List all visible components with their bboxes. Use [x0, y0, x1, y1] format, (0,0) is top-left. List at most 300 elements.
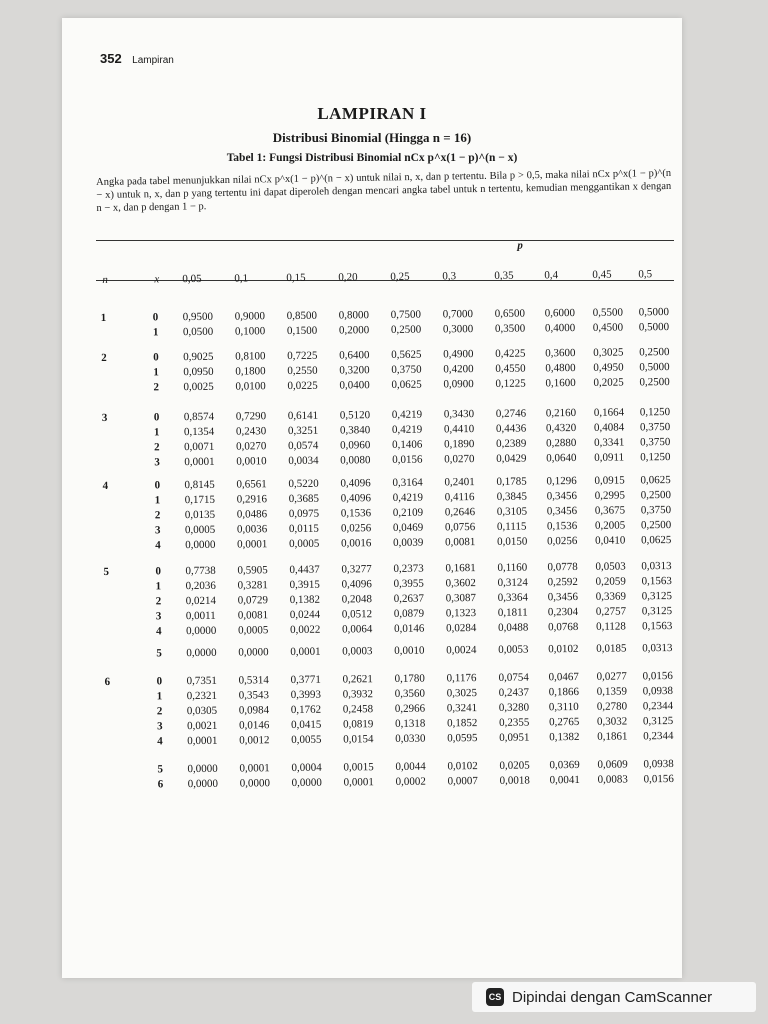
- cell-value: 0,0002: [395, 775, 426, 788]
- cell-value: 0,0486: [236, 508, 268, 521]
- cell-value: 0,3280: [498, 701, 530, 714]
- cell-value: 0,2160: [545, 407, 577, 420]
- cell-value: 0,0960: [340, 439, 371, 452]
- cell-value: 0,2500: [640, 489, 671, 502]
- cell-x: 2: [154, 441, 160, 454]
- cell-value: 0,0115: [288, 522, 319, 536]
- column-header-p: 0,35: [494, 269, 514, 282]
- cell-x: 3: [155, 610, 162, 623]
- cell-value: 0,0001: [237, 538, 268, 551]
- cell-value: 0,7500: [390, 308, 422, 321]
- cell-value: 0,0512: [341, 608, 373, 621]
- cell-value: 0,4900: [443, 348, 474, 361]
- cell-value: 0,9000: [234, 310, 266, 323]
- cell-value: 0,4950: [593, 361, 624, 374]
- cell-value: 0,3602: [445, 577, 476, 590]
- cell-value: 0,1382: [549, 730, 580, 744]
- cell-value: 0,0000: [239, 777, 270, 790]
- cell-value: 0,0330: [395, 732, 426, 745]
- cell-value: 0,3105: [496, 505, 528, 518]
- cell-value: 0,7738: [185, 564, 216, 578]
- cell-x: 3: [154, 524, 161, 537]
- cell-value: 0,4800: [545, 362, 576, 375]
- cell-value: 0,8574: [183, 410, 215, 424]
- cell-value: 0,0071: [184, 440, 215, 454]
- cell-n: 6: [104, 675, 111, 688]
- cell-value: 0,1115: [496, 520, 527, 533]
- cell-value: 0,3456: [546, 504, 578, 518]
- column-header-p: 0,25: [390, 270, 410, 283]
- cell-value: 0,3456: [547, 590, 579, 604]
- cell-value: 0,3251: [287, 424, 319, 438]
- cell-value: 0,3750: [640, 504, 672, 517]
- cell-value: 0,4096: [340, 477, 371, 490]
- cell-value: 0,0081: [445, 536, 476, 549]
- cell-value: 0,3675: [594, 504, 626, 517]
- cell-value: 0,2344: [643, 730, 674, 743]
- cell-value: 0,1359: [596, 685, 628, 698]
- cell-value: 0,0625: [391, 378, 422, 391]
- cell-value: 0,3164: [392, 476, 423, 489]
- cell-x: 2: [153, 381, 160, 394]
- column-header-p: 0,3: [442, 270, 457, 283]
- cell-value: 0,3125: [641, 590, 673, 603]
- cell-value: 0,1780: [394, 672, 425, 685]
- cell-value: 0,0778: [547, 560, 578, 574]
- cell-value: 0,5905: [237, 564, 268, 577]
- cell-value: 0,3500: [494, 322, 526, 335]
- cell-value: 0,0609: [597, 758, 628, 771]
- cell-value: 0,2059: [595, 575, 626, 588]
- cell-value: 0,4550: [495, 362, 526, 375]
- cell-value: 0,3125: [641, 605, 673, 618]
- cell-value: 0,0185: [596, 642, 627, 655]
- cell-value: 0,4219: [392, 491, 423, 504]
- cell-value: 0,1563: [641, 620, 673, 633]
- cell-value: 0,3456: [546, 489, 577, 503]
- cell-value: 0,0005: [184, 523, 216, 537]
- cell-value: 0,1160: [497, 561, 528, 574]
- column-header-p: 0,4: [544, 269, 559, 282]
- cell-x: 6: [157, 778, 164, 791]
- cell-value: 0,0001: [343, 776, 374, 789]
- cell-value: 0,1536: [546, 519, 578, 533]
- column-header-p: 0,20: [338, 271, 358, 284]
- cell-value: 0,3364: [497, 591, 529, 604]
- cell-value: 0,3369: [595, 590, 627, 603]
- cell-value: 0,1176: [446, 672, 477, 685]
- cell-value: 0,3845: [496, 490, 527, 503]
- cell-value: 0,0313: [642, 642, 673, 655]
- cell-value: 0,7225: [287, 349, 318, 363]
- cell-value: 0,0003: [342, 645, 373, 658]
- cell-value: 0,2757: [595, 605, 627, 618]
- cell-value: 0,2500: [640, 519, 672, 532]
- cell-value: 0,3560: [394, 687, 426, 700]
- cell-value: 0,0081: [237, 609, 269, 622]
- table-group: [101, 560, 682, 641]
- cell-value: 0,0001: [184, 455, 215, 469]
- cell-value: 0,0064: [341, 623, 373, 636]
- appendix-subtitle: Distribusi Binomial (Hingga n = 16): [272, 130, 472, 145]
- cell-value: 0,0756: [444, 521, 476, 534]
- table-group: [100, 406, 681, 472]
- cell-value: 0,6000: [544, 307, 576, 320]
- cell-value: 0,1852: [446, 717, 478, 730]
- cell-x: 0: [152, 311, 159, 324]
- cell-value: 0,7000: [442, 308, 474, 321]
- cell-value: 0,2000: [338, 324, 370, 337]
- cell-value: 0,0950: [183, 365, 214, 379]
- cell-value: 0,0915: [594, 474, 625, 487]
- table-group: [99, 346, 679, 397]
- cell-value: 0,2592: [547, 575, 578, 589]
- cell-value: 0,0007: [447, 775, 478, 788]
- cell-value: 0,3110: [548, 700, 579, 714]
- cell-value: 0,0938: [643, 757, 674, 771]
- cell-value: 0,4500: [592, 321, 624, 334]
- cell-value: 0,0000: [186, 646, 217, 660]
- cell-value: 0,0005: [289, 537, 320, 551]
- cell-value: 0,2500: [639, 376, 670, 389]
- cell-value: 0,2765: [548, 715, 580, 729]
- table-group: [102, 642, 682, 663]
- cell-value: 0,0256: [547, 534, 578, 548]
- cell-value: 0,0574: [288, 439, 319, 453]
- cell-value: 0,1382: [289, 593, 321, 607]
- cell-value: 0,1762: [290, 703, 322, 717]
- cell-value: 0,2995: [594, 489, 625, 502]
- cell-value: 0,0270: [444, 453, 475, 466]
- cell-x: 4: [157, 735, 163, 748]
- cell-value: 0,0284: [445, 622, 477, 635]
- cell-x: 5: [156, 647, 162, 660]
- cell-value: 0,3750: [639, 421, 671, 434]
- cell-value: 0,0429: [496, 452, 527, 465]
- cell-value: 0,4096: [340, 492, 371, 505]
- cell-value: 0,2966: [394, 702, 426, 715]
- page-header: [100, 50, 174, 68]
- cell-value: 0,2916: [236, 493, 267, 506]
- cell-value: 0,2458: [342, 703, 374, 716]
- cell-x: 1: [154, 494, 161, 507]
- cell-value: 0,1500: [286, 324, 318, 338]
- cell-value: 0,3200: [339, 364, 370, 377]
- cell-value: 0,0000: [238, 646, 269, 659]
- cell-value: 0,0034: [288, 454, 319, 468]
- cell-value: 0,3750: [391, 363, 422, 376]
- cell-value: 0,5120: [339, 409, 371, 422]
- cell-value: 0,0025: [183, 380, 214, 394]
- table-caption: Tabel 1: Fungsi Distribusi Binomial nCx p^x(1 − p)^(n − x): [226, 152, 518, 164]
- cell-value: 0,3932: [342, 688, 374, 701]
- cell-value: 0,1128: [595, 620, 626, 633]
- cell-value: 0,0400: [339, 379, 370, 392]
- cell-value: 0,2048: [341, 593, 373, 606]
- table-group: [103, 670, 684, 751]
- cell-value: 0,4437: [289, 563, 320, 577]
- cell-value: 0,0819: [342, 718, 374, 731]
- cell-value: 0,0975: [288, 507, 320, 521]
- cell-value: 0,0041: [549, 773, 580, 787]
- cell-value: 0,2373: [393, 562, 424, 575]
- column-header-x: x: [154, 273, 160, 286]
- cell-value: 0,2646: [444, 506, 476, 519]
- cell-value: 0,0595: [447, 732, 478, 745]
- cell-value: 0,0135: [184, 508, 216, 522]
- cell-x: 4: [155, 625, 162, 638]
- cell-value: 0,0625: [641, 534, 672, 547]
- cell-x: 0: [154, 479, 161, 492]
- cell-value: 0,0044: [395, 760, 426, 773]
- cell-value: 0,2550: [287, 364, 318, 378]
- cell-value: 0,4320: [545, 422, 577, 435]
- cell-value: 0,2637: [393, 592, 425, 605]
- cell-value: 0,0012: [239, 734, 270, 747]
- cell-value: 0,0305: [186, 704, 218, 718]
- cell-value: 0,3771: [290, 673, 321, 687]
- cell-value: 0,1000: [234, 325, 266, 338]
- cell-value: 0,5625: [391, 348, 422, 361]
- cell-value: 0,3241: [446, 702, 478, 715]
- cell-value: 0,0021: [186, 719, 218, 733]
- cell-value: 0,2025: [593, 376, 624, 389]
- table-header-row: [98, 268, 678, 292]
- cell-value: 0,0214: [185, 594, 217, 608]
- cell-value: 0,6561: [236, 478, 267, 491]
- cell-value: 0,0369: [549, 758, 580, 772]
- cell-value: 0,1866: [548, 685, 580, 699]
- cell-value: 0,0015: [343, 761, 374, 774]
- cell-value: 0,1536: [340, 507, 372, 520]
- cell-value: 0,0640: [546, 452, 577, 465]
- cell-value: 0,5000: [638, 321, 670, 334]
- cell-value: 0,5000: [638, 306, 670, 319]
- cell-value: 0,4084: [593, 421, 625, 434]
- cell-value: 0,0005: [237, 624, 269, 637]
- cell-n: 3: [101, 411, 108, 424]
- cell-x: 3: [156, 720, 163, 733]
- cell-value: 0,0156: [643, 772, 674, 786]
- column-header-n: n: [102, 273, 108, 286]
- column-header-p: 0,45: [592, 268, 612, 281]
- cell-value: 0,3281: [237, 579, 268, 592]
- cell-value: 0,7351: [186, 674, 217, 688]
- cell-value: 0,1323: [445, 607, 477, 620]
- cell-value: 0,1811: [497, 606, 528, 619]
- column-header-p: 0,5: [638, 268, 653, 281]
- cell-value: 0,1225: [495, 377, 526, 390]
- cell-x: 2: [154, 509, 161, 522]
- cell-value: 0,0768: [547, 620, 579, 634]
- table-row: [102, 642, 682, 663]
- cell-value: 0,0055: [291, 733, 322, 747]
- cell-value: 0,3277: [341, 563, 372, 576]
- cell-value: 0,3125: [642, 715, 674, 728]
- cell-value: 0,0102: [548, 642, 579, 656]
- cell-value: 0,0022: [289, 623, 321, 637]
- cell-value: 0,1318: [394, 717, 426, 730]
- cell-value: 0,2344: [642, 700, 674, 713]
- cell-value: 0,1785: [496, 475, 527, 488]
- cell-value: 0,0277: [596, 670, 627, 683]
- cell-x: 1: [156, 690, 163, 703]
- cell-value: 0,6141: [287, 409, 319, 423]
- running-title: Lampiran: [132, 55, 174, 66]
- cell-value: 0,4219: [391, 408, 423, 421]
- cell-value: 0,3025: [446, 687, 478, 700]
- cell-value: 0,3032: [596, 715, 628, 728]
- cell-value: 0,0000: [187, 777, 218, 791]
- cell-value: 0,0415: [290, 718, 322, 732]
- cell-value: 0,2109: [392, 506, 424, 519]
- cell-value: 0,0011: [185, 609, 216, 623]
- cell-value: 0,2036: [185, 579, 216, 593]
- cell-value: 0,0039: [393, 536, 424, 549]
- cell-x: 0: [153, 411, 160, 424]
- cell-value: 0,0010: [236, 455, 267, 468]
- cell-value: 0,3543: [238, 689, 270, 702]
- cell-value: 0,0001: [187, 734, 218, 748]
- cell-value: 0,4410: [443, 423, 475, 436]
- cell-value: 0,9025: [183, 350, 214, 364]
- cell-value: 0,0313: [641, 560, 672, 573]
- column-header-p: 0,1: [234, 272, 249, 285]
- cell-value: 0,0000: [185, 538, 216, 552]
- page-number: 352: [100, 51, 122, 66]
- cell-value: 0,0016: [341, 537, 372, 550]
- cell-value: 0,3685: [288, 492, 319, 506]
- cell-value: 0,2746: [495, 407, 527, 420]
- cell-value: 0,3750: [640, 436, 671, 449]
- cell-value: 0,0938: [642, 685, 674, 698]
- cell-value: 0,3840: [339, 424, 371, 437]
- cell-value: 0,1861: [597, 730, 628, 743]
- cell-value: 0,2621: [342, 673, 373, 686]
- cell-value: 0,8145: [184, 478, 215, 492]
- cell-value: 0,0500: [182, 325, 214, 339]
- cell-value: 0,0754: [498, 671, 529, 684]
- cell-value: 0,0150: [497, 535, 528, 548]
- table-group: [103, 758, 683, 794]
- cell-n: 1: [100, 311, 107, 324]
- cell-value: 0,3955: [393, 577, 424, 590]
- cell-value: 0,0000: [291, 776, 322, 790]
- cell-value: 0,6400: [339, 349, 370, 362]
- cell-value: 0,2500: [390, 323, 422, 336]
- cell-value: 0,8500: [286, 309, 318, 323]
- cell-value: 0,2321: [186, 689, 218, 703]
- cell-value: 0,5314: [238, 674, 269, 687]
- cell-x: 3: [154, 456, 160, 469]
- cell-value: 0,0410: [595, 534, 626, 547]
- cell-value: 0,2304: [547, 605, 579, 619]
- cell-value: 0,0911: [594, 451, 625, 464]
- cell-value: 0,1890: [444, 438, 475, 451]
- cell-value: 0,7290: [235, 410, 267, 423]
- cell-x: 1: [155, 580, 162, 593]
- cell-value: 0,0469: [392, 521, 424, 534]
- cell-value: 0,5000: [639, 361, 670, 374]
- cell-value: 0,1563: [641, 575, 672, 588]
- cell-n: 5: [103, 565, 109, 578]
- cell-value: 0,1354: [183, 425, 215, 439]
- cell-value: 0,0205: [499, 759, 530, 772]
- cell-value: 0,0156: [642, 670, 673, 683]
- cell-value: 0,0467: [548, 670, 579, 684]
- cell-value: 0,3000: [442, 323, 474, 336]
- cell-value: 0,1715: [184, 493, 215, 507]
- cell-value: 0,0001: [290, 645, 321, 659]
- cell-value: 0,2389: [496, 437, 527, 450]
- cell-value: 0,0146: [393, 622, 425, 635]
- cell-value: 0,6500: [494, 307, 526, 320]
- cell-value: 0,0984: [238, 704, 270, 717]
- cell-value: 0,1600: [545, 377, 576, 390]
- cell-value: 0,5500: [592, 306, 624, 319]
- cell-value: 0,2401: [444, 476, 475, 489]
- cell-value: 0,0256: [340, 522, 372, 535]
- cell-value: 0,1250: [640, 451, 671, 464]
- cell-value: 0,0225: [287, 379, 318, 393]
- cell-value: 0,1664: [593, 406, 625, 419]
- cell-value: 0,4225: [495, 347, 526, 360]
- cell-value: 0,0102: [447, 760, 478, 773]
- cell-x: 0: [156, 675, 163, 688]
- watermark-text: Dipindai dengan CamScanner: [512, 988, 713, 1006]
- cell-value: 0,0080: [340, 454, 371, 467]
- cell-value: 0,1800: [235, 365, 266, 378]
- cell-value: 0,4096: [341, 578, 372, 591]
- cell-value: 0,0010: [394, 644, 425, 657]
- cell-value: 0,3600: [545, 347, 576, 360]
- cell-value: 0,0146: [238, 719, 270, 732]
- cell-value: 0,3430: [443, 408, 475, 421]
- cell-value: 0,0503: [595, 560, 626, 573]
- cell-x: 2: [155, 595, 162, 608]
- cell-x: 1: [153, 366, 159, 379]
- cell-value: 0,2780: [596, 700, 628, 713]
- cell-value: 0,0001: [239, 762, 270, 775]
- camscanner-logo-icon: CS: [486, 988, 504, 1006]
- cell-x: 1: [153, 426, 160, 439]
- cell-value: 0,9500: [182, 310, 214, 324]
- cell-value: 0,4219: [391, 423, 423, 436]
- cell-n: 2: [101, 351, 107, 364]
- cell-value: 0,4116: [444, 491, 475, 504]
- camscanner-watermark: [472, 982, 756, 1012]
- cell-value: 0,0018: [499, 774, 530, 787]
- cell-x: 4: [155, 539, 161, 552]
- cell-value: 0,3124: [497, 576, 528, 589]
- cell-value: 0,0053: [498, 643, 529, 656]
- cell-value: 0,0000: [185, 624, 217, 638]
- cell-value: 0,0024: [446, 644, 477, 657]
- column-header-p: 0,15: [286, 271, 306, 285]
- cell-value: 0,3341: [594, 436, 625, 449]
- cell-value: 0,0270: [236, 440, 267, 453]
- cell-value: 0,0036: [236, 523, 268, 536]
- cell-value: 0,2880: [546, 437, 577, 450]
- cell-value: 0,0156: [392, 453, 423, 466]
- cell-value: 0,1250: [639, 406, 671, 419]
- cell-value: 0,2437: [498, 686, 530, 699]
- cell-value: 0,2430: [235, 425, 267, 438]
- cell-value: 0,1681: [445, 562, 476, 575]
- cell-x: 0: [153, 351, 159, 364]
- cell-x: 0: [155, 565, 161, 578]
- table-group: [99, 306, 679, 342]
